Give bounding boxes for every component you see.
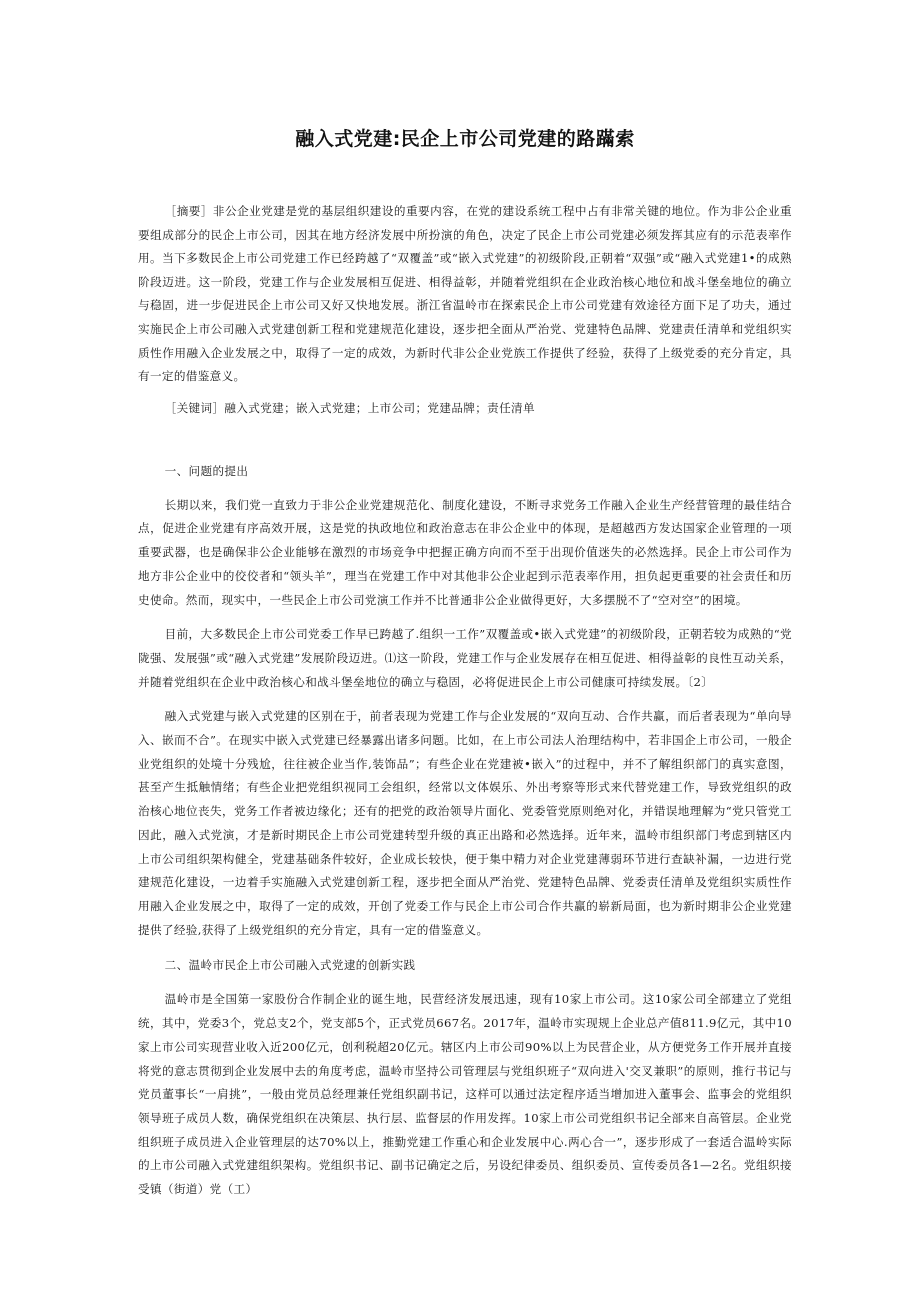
document-title: 融入式党建:民企上市公司党建的路蹣索 [295, 128, 635, 150]
paragraph: 目前，大多数民企上市公司党委工作早已跨越了.组织一工作”双覆盖或•嵌入式党建”的初级阶段，正朝若较为成熟的“党陇强、发展强”或“融入式党建”发展阶段迈进。⑴这一阶段，党建工作与企业发展存在相互促进、相得益彰的良性互动关系，并随着党组织在企业中政治核心和战斗堡垒地位的确立与稳固，必将促进民企上市公司健康可持续发展。〔2〕 [138, 627, 792, 689]
paragraph: 温岭市是全国第一家股份合作制企业的诞生地，民营经济发展迅速，现有10家上市公司。这10家公司全部建立了党组统，其中，党委3个，党总支2个，党支部5个，正式党员667名。2017年，温岭市实现规上企业总产值811.9亿元，其中10家上市公司实现营业收入近200亿元，创利税超20亿元。辖区内上市公司90%以上为民营企业，从方便党务工作开展并直接将党的意志贯彻到企业发展中去的角度考虑，温岭市坚持公司管理层与党组织班子“双向进入'交叉兼职”的原则，推行书记与党员董事长“一肩挑”，一般由党员总经理兼任党组织副书记，这样可以通过法定程序适当增加进入董事会、监事会的党组织领导班子成员人数，确保党组织在决策层、执行层、监督层的作用发挥。10家上市公司党组织书记全部来自高管层。企业党组织班子成员进入企业管理层的达70%以上，推勤党建工作重心和企业发展中心.两心合一”，逐步形成了一套适合温岭实际的上市公司融入式党建组织架构。党组织书记、副书记确定之后，另设纪律委员、组织委员、宣传委员各1—2名。党组织接受镇（街道）党（工） [138, 992, 792, 1197]
keywords: ［关键词］融入式党建；嵌入式党建；上市公司；党建品牌；责任清单 [164, 400, 535, 415]
paragraph: 融入式党建与嵌入式党建的区别在于，前者表现为党建工作与企业发展的“双向互动、合作共赢，而后者表现为“单向导入、嵌而不合”。在现实中嵌入式党建已经暴露出诸多问题。比如，在上市公司法人治理结构中，若非国企上市公司，一般企业党组织的处境十分残尬，往往被企业当作,装饰品”；有些企业在党建被•嵌入”的过程中，并不了解组织部门的真实意图，甚至产生抵触情绪；有些企业把党组织视同工会组织，经常以文体娱乐、外出考察等形式来代替党建工作，导致党组织的政治核心地位丧失，党务工作者被边缘化；还有的把党的政治领导片面化、党委管党原则绝对化，并错误地理解为“党只管党工因此，融入式党演，才是新时期民企上市公司党建转型升级的真正出路和必然选择。近年来，温岭市组织部门考虑到辖区内上市公司组织架构健全，党建基础条件较好，企业成长较快，便于集中精力对企业党建薄弱环节进行查缺补漏，一边进行党建规范化建设，一边着手实施融入式党建创新工程，逐步把全面从严治党、党建特色品牌、党委责任清单及党组织实质性作用融入企业发展之中，取得了一定的成效，开创了党委工作与民企上市公司合作共赢的崭新局面，也为新时期非公企业党建提供了经验,获得了上级党组织的充分肯定，具有一定的借鉴意义。 [138, 709, 792, 937]
section-heading-2: 二、温岭市民企上市公司融入式党逮的创新实践 [164, 958, 416, 973]
section-heading-1: 一、问题的提出 [164, 463, 249, 478]
paragraph: 长期以来，我们党一直致力于非公企业党建规范化、制度化建设，不断寻求党务工作融入企业生产经营管理的最佳结合点，促进企业党建有序高效开展，这是党的执政地位和政治意志在非公企业中的体现，是超越西方发达国家企业管理的一项重要武器，也是确保非公企业能够在激烈的市场竞争中把握正确方向而不至于出现价值迷失的必然选择。民企上市公司作为地方非公企业中的佼佼者和“领头羊”，理当在党建工作中对其他非公企业起到示范表率作用，担负起更重要的社会责任和历史使命。然而，现实中，一些民企上市公司党演工作并不比普通非公企业做得更好，大多摆脱不了“空对空”的困境。 [138, 497, 792, 607]
abstract: ［摘要］非公企业党建是党的基层组织建设的重要内容，在党的建设系统工程中占有非常关键的地位。作为非公企业重要组成部分的民企上市公司，因其在地方经济发展中所扮演的角色，决定了民企上市公司党建必须发挥其应有的示范表率作用。当下多数民企上市公司党建工作已经跨越了“双覆盖”或“嵌入式党建”的初级阶段,正朝着“双强”或“融入式党建1•的成熟阶段迈进。这一阶段，党建工作与企业发展相互促进、相得益彰，并随着党组织在企业政治核心地位和战斗堡垒地位的确立与稳固，进一步促进民企上市公司又好又快地发展。浙江省温岭市在探索民企上市公司党建有效途径方面下足了功夫，通过实施民企上市公司融入式党建创新工程和党建规范化建设，逐步把全面从严治党、党建特色品牌、党建责任清单和党组织实质性作用融入企业发展之中，取得了一定的成效，为新时代非公企业党族工作提供了经验，获得了上级党委的充分肯定，具有一定的借鉴意义。 [138, 204, 792, 384]
